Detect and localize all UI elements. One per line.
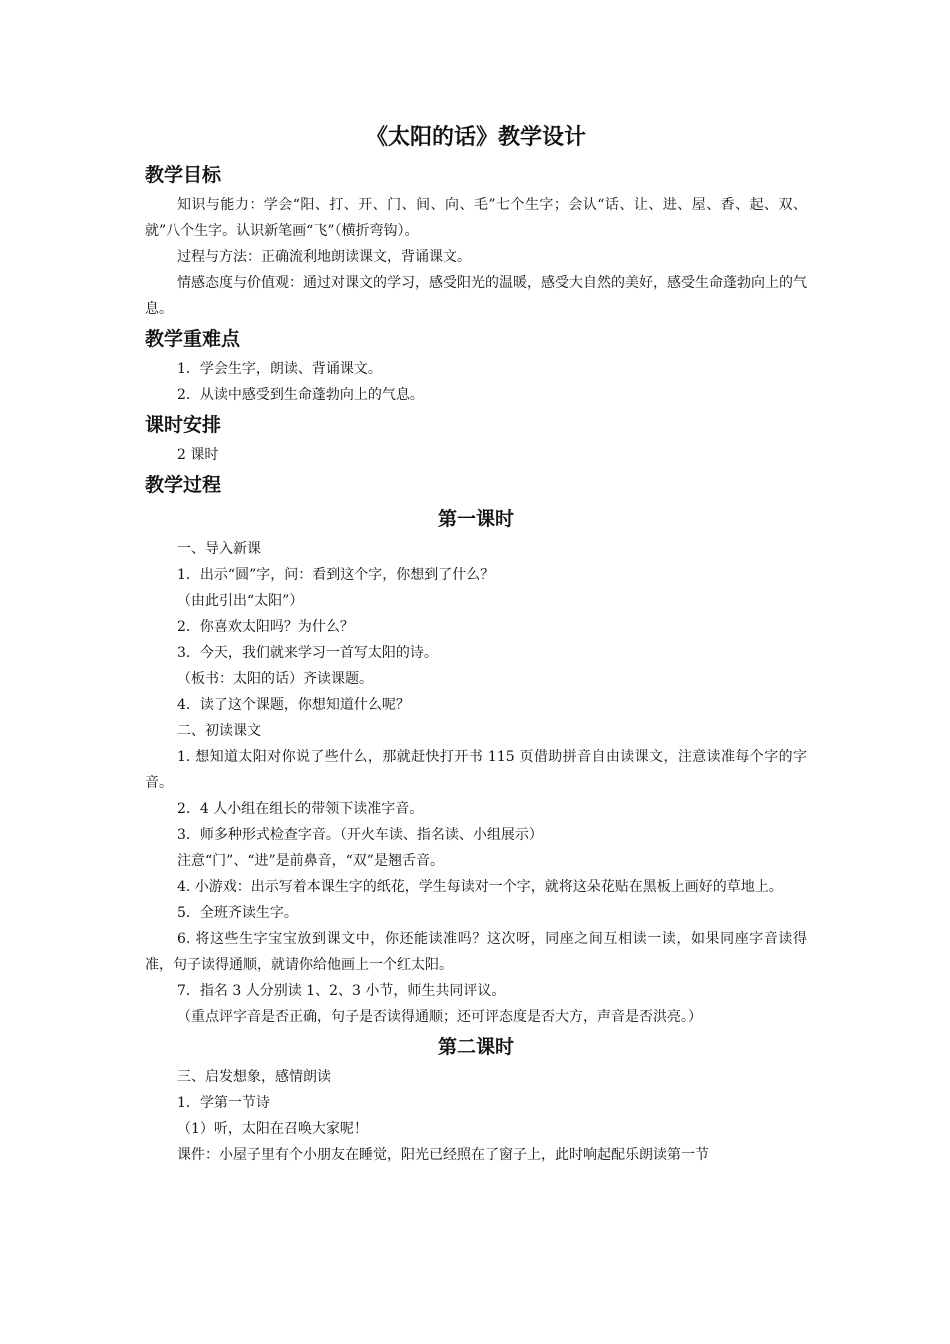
- heading-process: 教学过程: [145, 474, 222, 496]
- document-page: [145, 118, 807, 1168]
- paragraph: 过程与方法：正确流利地朗读课文，背诵课文。: [177, 249, 471, 265]
- list-item: 二、初读课文: [177, 723, 261, 739]
- heading-schedule: 课时安排: [145, 414, 222, 436]
- paragraph: 知识与能力：学会“阳、打、开、门、间、向、毛”七个生字；会认“话、让、进、屋、香、起、双、就”八个生字。认识新笔画“飞”（横折弯钩）。: [145, 197, 807, 239]
- list-item: 3．师多种形式检查字音。（开火车读、指名读、小组展示）: [177, 827, 543, 843]
- list-item: 注意“门”、“进”是前鼻音，“双”是翘舌音。: [177, 853, 444, 869]
- list-item: 1．学会生字，朗读、背诵课文。: [177, 361, 382, 377]
- list-item: 4. 小游戏：出示写着本课生字的纸花，学生每读对一个字，就将这朵花贴在黑板上画好的草地上。: [177, 879, 783, 895]
- list-item: 1．学第一节诗: [177, 1095, 270, 1111]
- heading-objectives: 教学目标: [145, 164, 222, 186]
- list-item: 2．从读中感受到生命蓬勃向上的气息。: [177, 387, 424, 403]
- list-item: （重点评字音是否正确，句子是否读得通顺；还可评态度是否大方，声音是否洪亮。）: [177, 1009, 702, 1025]
- list-item: 1. 想知道太阳对你说了些什么，那就赶快打开书 115 页借助拼音自由读课文，注意读准每个字的字音。: [145, 749, 807, 791]
- list-item: 6. 将这些生字宝宝放到课文中，你还能读准吗？这次呀，同座之间互相读一读，如果同座字音读得准，句子读得通顺，就请你给他画上一个红太阳。: [145, 931, 807, 973]
- list-item: （1）听，太阳在召唤大家呢！: [177, 1121, 368, 1137]
- list-item: 4．读了这个课题，你想知道什么呢？: [177, 697, 410, 713]
- schedule-text: 2 课时: [177, 447, 219, 463]
- list-item: （板书：太阳的话）齐读课题。: [177, 671, 373, 687]
- list-item: 一、导入新课: [177, 541, 261, 557]
- paragraph: 情感态度与价值观：通过对课文的学习，感受阳光的温暖，感受大自然的美好，感受生命蓬勃向上的气息。: [145, 275, 807, 317]
- list-item: 5．全班齐读生字。: [177, 905, 298, 921]
- list-item: 2．你喜欢太阳吗？为什么？: [177, 619, 354, 635]
- document-title: 《太阳的话》教学设计: [365, 125, 586, 150]
- list-item: 1．出示“圆”字，问：看到这个字，你想到了什么？: [177, 567, 495, 583]
- list-item: 3．今天，我们就来学习一首写太阳的诗。: [177, 645, 438, 661]
- list-item: 2．4 人小组在组长的带领下读准字音。: [177, 801, 424, 817]
- list-item: 7．指名 3 人分别读 1、2、3 小节，师生共同评议。: [177, 983, 506, 999]
- list-item: （由此引出“太阳”）: [177, 593, 304, 609]
- heading-lesson-2: 第二课时: [437, 1036, 514, 1058]
- heading-lesson-1: 第一课时: [437, 508, 514, 530]
- heading-key-points: 教学重难点: [145, 328, 241, 350]
- list-item: 课件：小屋子里有个小朋友在睡觉，阳光已经照在了窗子上，此时响起配乐朗读第一节: [177, 1147, 709, 1163]
- list-item: 三、启发想象，感情朗读: [177, 1069, 331, 1085]
